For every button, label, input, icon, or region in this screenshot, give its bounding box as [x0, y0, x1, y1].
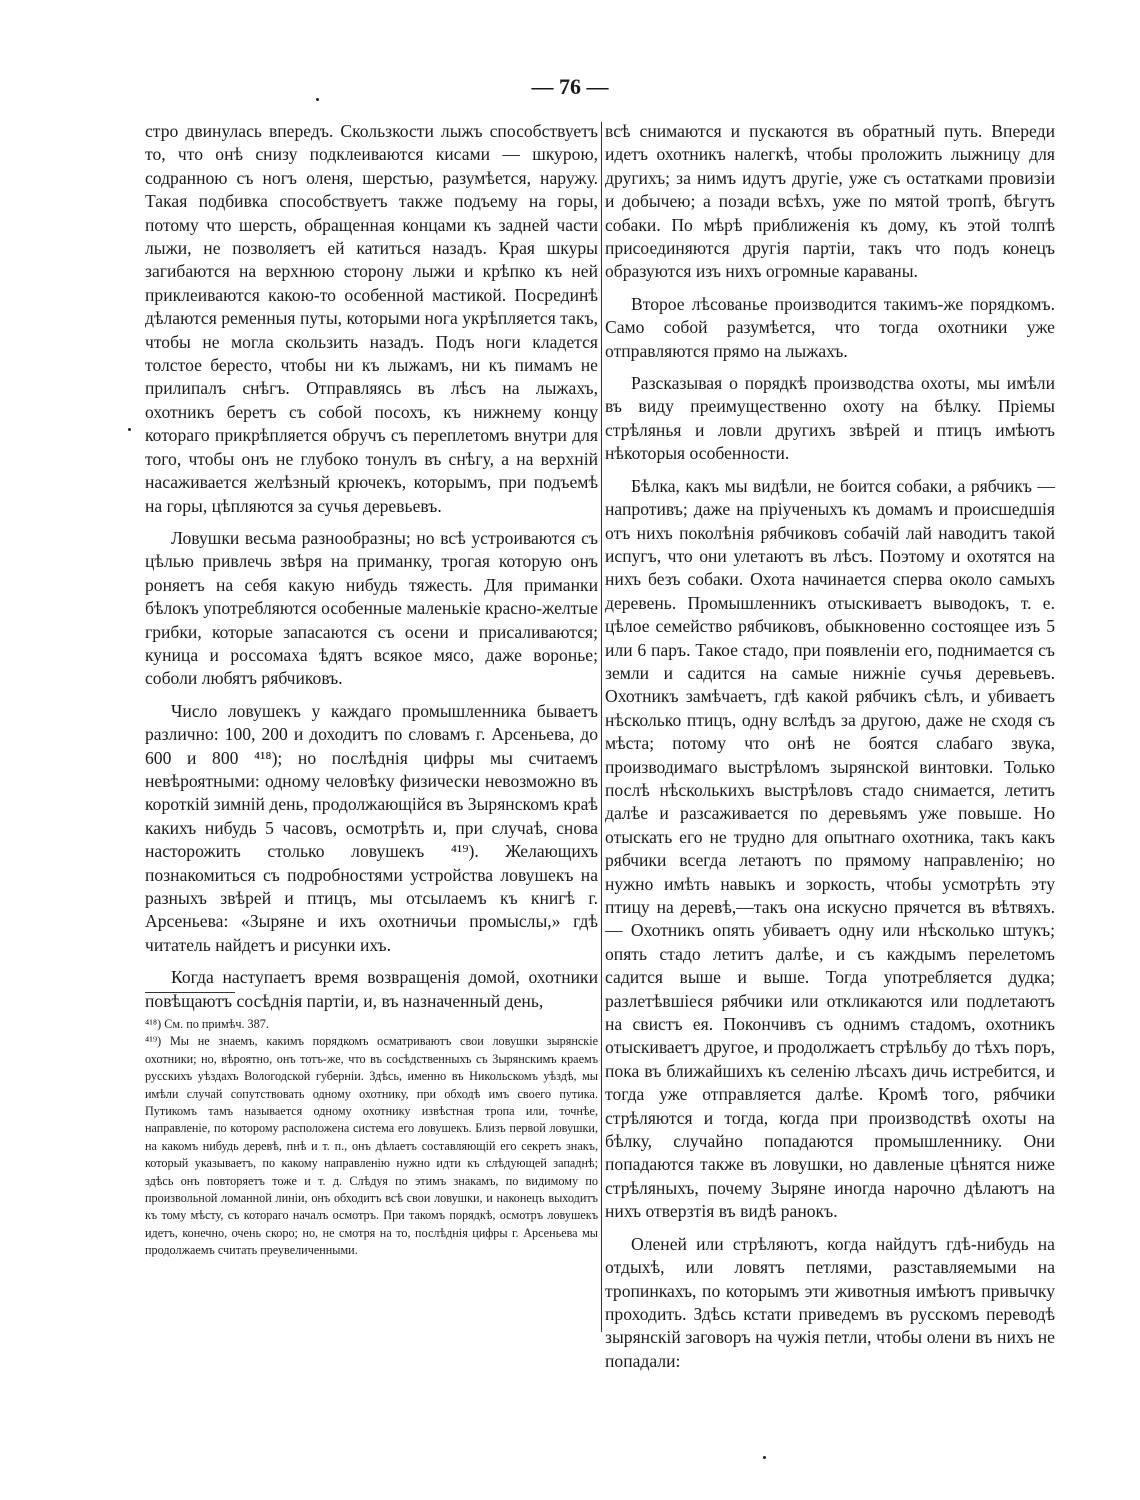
paragraph: Бѣлка, какъ мы видѣли, не боится собаки, а рябчикъ — напротивъ; даже на пріученыхъ къ домамъ и происшедшія отъ нихъ поколѣнія рябчиковъ собачій лай наводитъ такой испугъ, что они улетаютъ въ лѣсъ. Поэтому и охотятся на нихъ безъ собаки. Охота начинается сперва около самыхъ деревень. Промышленникъ отыскиваетъ выводокъ, т. е. цѣлое семейство рябчиковъ, обыкновенно состоящее изъ 5 или 6 паръ. Такое стадо, при появленіи его, поднимается съ земли и садится на самые нижніе сучья деревьевъ. Охотникъ замѣчаетъ, гдѣ какой рябчикъ сѣлъ, и убиваетъ нѣсколько птицъ, одну вслѣдъ за другою, даже не сходя съ мѣста; потому что онѣ не боятся слабаго звука, производимаго выстрѣломъ зырянской винтовки. Только послѣ нѣсколькихъ выстрѣловъ стадо снимается, летитъ далѣе и разсаживается по деревьямъ уже повыше. Но отыскать его не трудно для опытнаго охотника, такъ какъ рябчики всегда летаютъ по прямому направленію; но нужно имѣть навыкъ и зоркость, чтобы усмотрѣть эту птицу на деревѣ,—такъ она искусно прячется въ вѣтвяхъ. — Охотникъ опять убиваетъ одну или нѣсколько штукъ; опять стадо летитъ далѣе, и съ каждымъ перелетомъ садится выше и выше. Тогда употребляется дудка; разлетѣвшіеся рябчики или откликаются или подлетаютъ на свистъ ея. Покончивъ съ однимъ стадомъ, охотникъ отыскиваетъ другое, и продолжаетъ стрѣльбу до тѣхъ поръ, пока въ ближайшихъ къ селенію лѣсахъ дичь истребится, и тогда уже отправляется далѣе. Кромѣ того, рябчики стрѣляются и тогда, когда при производствѣ охоты на бѣлку, случайно попадаются промышленнику. Они попадаются также въ ловушки, но давленые цѣнятся ниже стрѣляныхъ, почему Зыряне иногда нарочно дѣлаютъ на нихъ отверзтія въ видѣ ранокъ. [605, 475, 1055, 1222]
footnote-divider [145, 992, 235, 993]
paragraph: Число ловушекъ у каждаго промышленника бываетъ различно: 100, 200 и доходитъ по словамъ г. Арсеньева, до 600 и 800 ⁴¹⁸); но послѣднія цифры мы считаемъ невѣроятными: одному человѣку физически невозможно въ короткій зимній день, продолжающійся въ Зырянскомъ краѣ какихъ нибудь 5 часовъ, осмотрѣть и, при случаѣ, снова насторожить столько ловушекъ ⁴¹⁹). Желающихъ познакомиться съ подробностями устройства ловушекъ на разныхъ звѣрей и птицъ, мы отсылаемъ къ книгѣ г. Арсеньева: «Зыряне и ихъ охотничьи промыслы,» гдѣ читатель найдетъ и рисунки ихъ. [145, 700, 598, 955]
right-column [605, 120, 1055, 1382]
print-speck [316, 98, 319, 101]
paragraph: Оленей или стрѣляютъ, когда найдутъ гдѣ-нибудь на отдыхѣ, или ловятъ петлями, разставляемыми на тропинкахъ, по которымъ эти животныя имѣютъ привычку проходить. Здѣсь кстати приведемъ въ русскомъ переводѣ зырянскій заговоръ на чужія петли, чтобы олени въ нихъ не попадали: [605, 1233, 1055, 1371]
paragraph: всѣ снимаются и пускаются въ обратный путь. Впереди идетъ охотникъ налегкѣ, чтобы проложить лыжницу для другихъ; за нимъ идутъ другіе, уже съ остатками провизіи и добычею; а позади всѣхъ, уже по мятой тропѣ, бѣгутъ собаки. По мѣрѣ приближенія къ дому, къ этой толпѣ присоединяются другія партіи, такъ что подъ конецъ образуются изъ нихъ огромные караваны. [605, 121, 1055, 282]
left-column [145, 120, 598, 1022]
paragraph: Второе лѣсованье производится такимъ-же порядкомъ. Само собой разумѣется, что тогда охотники уже отправляются прямо на лыжахъ. [605, 293, 1055, 361]
footnote-418: ⁴¹⁸) См. по примѣч. 387. [145, 1017, 269, 1031]
paragraph: Ловушки весьма разнообразны; но всѣ устроиваются съ цѣлью привлечь звѣря на приманку, трогая которую онъ роняетъ на себя какую нибудь тяжесть. Для приманки бѣлокъ употребляются особенные маленькіе красно-желтые грибки, которые запасаются съ осени и присаливаются; куница и россомаха ѣдятъ всякое мясо, даже воронье; соболи любятъ рябчиковъ. [145, 527, 598, 689]
paragraph: Когда наступаетъ время возвращенія домой, охотники повѣщаютъ сосѣднія партіи, и, въ назначенный день, [145, 967, 598, 1011]
column-divider [601, 122, 602, 1332]
paragraph: Разсказывая о порядкѣ производства охоты, мы имѣли въ виду преимущественно охоту на бѣлку. Пріемы стрѣлянья и ловли другихъ звѣрей и птицъ имѣютъ нѣкоторыя особенности. [605, 373, 1055, 464]
footnotes [145, 1016, 598, 1260]
page-number: — 76 — [531, 74, 609, 99]
print-speck [763, 1456, 766, 1459]
print-speck [128, 428, 131, 431]
paragraph: стро двинулась впередъ. Скользкости лыжъ способствуетъ то, что онѣ снизу подклеиваются кисами — шкурою, содранною съ ногъ оленя, шерстью, разумѣется, наружу. Такая подбивка способствуетъ также подъему на горы, потому что шерсть, обращенная концами къ задней части лыжи, не позволяетъ ей катиться назадъ. Края шкуры загибаются на верхнюю сторону лыжи и крѣпко къ ней приклеиваются какою-то особенной мастикой. Посрединѣ дѣлаются ременныя путы, которыми нога укрѣпляется такъ, чтобы не могла скользить назадъ. Подъ ноги кладется толстое бересто, чтобы ни къ лыжамъ, ни къ пимамъ не прилипалъ снѣгъ. Отправляясь въ лѣсъ на лыжахъ, охотникъ беретъ съ собой посохъ, къ нижнему концу котораго прикрѣпляется обручъ съ переплетомъ внутри для того, чтобы онъ не глубоко тонулъ въ снѣгу, а на верхній насаживается желѣзный крючекъ, которымъ, при подъемѣ на горы, цѣпляются за сучья деревьевъ. [145, 121, 598, 516]
footnote-419: ⁴¹⁹) Мы не знаемъ, какимъ порядкомъ осматриваютъ свои ловушки зырянскіе охотники; но, вѣроятно, онъ тотъ-же, что въ сосѣдственныхъ съ Зырянскимъ краемъ русскихъ уѣздахъ Вологодской губерніи. Здѣсь, именно въ Никольскомъ уѣздѣ, мы имѣли случай сопутствовать одному охотнику, при обходѣ имъ своего путика. Путикомъ тамъ называется одному охотнику извѣстная тропа или, точнѣе, направленіе, по которому расположена система его ловушекъ. Близъ первой ловушки, на какомъ нибудь деревѣ, пнѣ и т. п., онъ дѣлаетъ составляющій его секретъ знакъ, который указываетъ, по какому направленію нужно идти къ слѣдующей западнѣ; здѣсь онъ повторяетъ тоже и т. д. Слѣдуя по этимъ знакамъ, по видимому по произвольной ломанной линіи, онъ обходитъ всѣ свои ловушки, и наконецъ выходитъ къ тому мѣсту, съ котораго началъ осмотръ. При такомъ порядкѣ, осмотръ ловушекъ идетъ, конечно, очень скоро; но, не смотря на то, послѣднія цифры г. Арсеньева мы продолжаемъ считать преувеличенными. [145, 1034, 598, 1258]
